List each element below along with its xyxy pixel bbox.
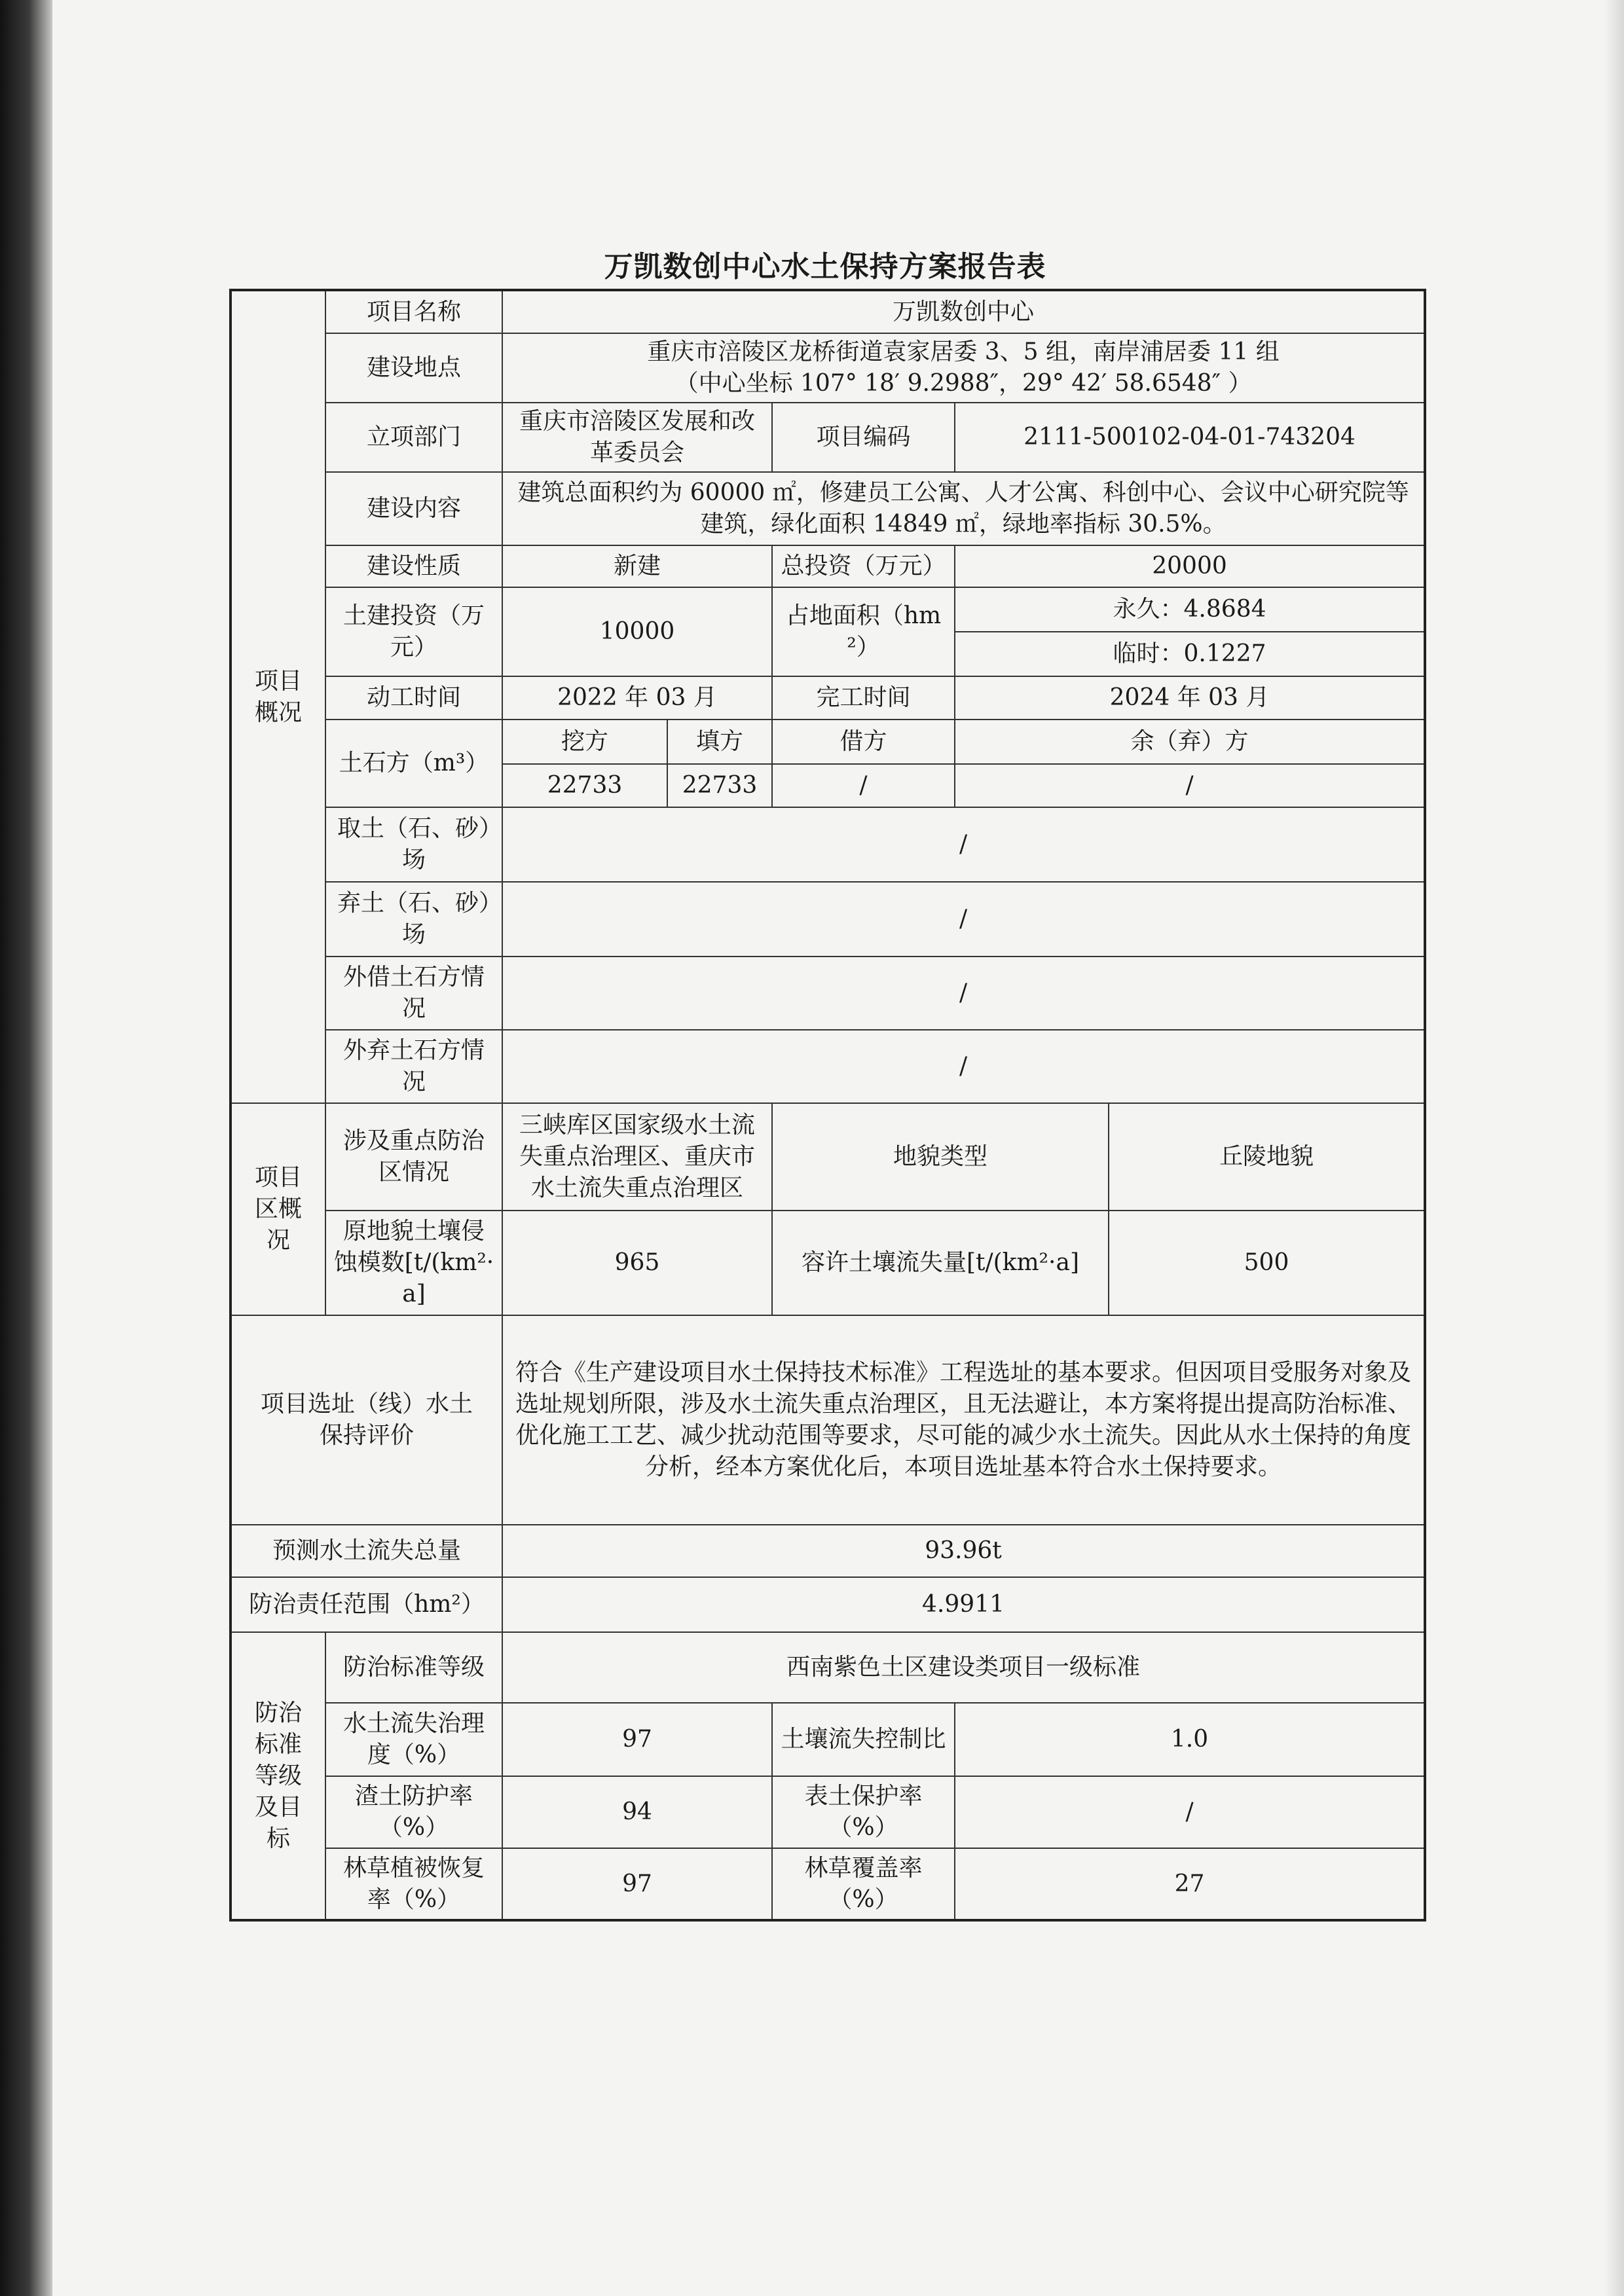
- key-zone-value: 三峡库区国家级水土流失重点治理区、重庆市水土流失重点治理区: [502, 1103, 772, 1211]
- landform-value: 丘陵地貌: [1109, 1103, 1425, 1211]
- row-location: [231, 333, 1425, 403]
- civil-investment-label: 土建投资（万元）: [325, 587, 502, 676]
- document-title: 万凯数创中心水土保持方案报告表: [604, 250, 1046, 283]
- borrow-site-value: /: [502, 807, 1425, 882]
- row-earthwork-header: [231, 720, 1425, 764]
- section-project-overview: 项目概况: [231, 290, 325, 1103]
- content-label: 建设内容: [325, 472, 502, 545]
- borrow-label: 借方: [772, 720, 955, 764]
- report-table: [229, 289, 1426, 1922]
- location-value: [502, 333, 1425, 403]
- erosion-label: 原地貌土壤侵蚀模数[t/(km²·a]: [325, 1211, 502, 1315]
- site-evaluation-text: 符合《生产建设项目水土保持技术标准》工程选址的基本要求。但因项目受服务对象及选址规划所限，涉及水土流失重点治理区，且无法避让，本方案将提出提高防治标准、优化施工工艺、减少扰动范围等要求，尽可能的减少水土流失。因此从水土保持的角度分析，经本方案优化后，本项目选址基本符合水土保持要求。: [502, 1315, 1425, 1525]
- predicted-loss-label: 预测水土流失总量: [231, 1525, 502, 1577]
- allowable-loss-value: 500: [1109, 1211, 1425, 1315]
- spoil-site-value: /: [502, 882, 1425, 957]
- slag-protection-label: 渣土防护率（%）: [325, 1776, 502, 1848]
- row-schedule: [231, 676, 1425, 720]
- external-spoil-label: 外弃土石方情况: [325, 1030, 502, 1103]
- loss-ratio-value: 1.0: [955, 1703, 1425, 1776]
- spoil-value: /: [955, 764, 1425, 807]
- row-key-zone: [231, 1103, 1425, 1211]
- responsibility-value: 4.9911: [502, 1577, 1425, 1632]
- vegetation-cover-value: 27: [955, 1848, 1425, 1920]
- row-civil-investment: [231, 587, 1425, 632]
- land-area-label: 占地面积（hm²）: [772, 587, 955, 676]
- external-spoil-value: /: [502, 1030, 1425, 1103]
- project-code-label: 项目编码: [772, 403, 955, 472]
- vegetation-restore-value: 97: [502, 1848, 772, 1920]
- location-label: 建设地点: [325, 333, 502, 403]
- row-external-borrow: [231, 957, 1425, 1030]
- total-investment-value: 20000: [955, 545, 1425, 587]
- external-borrow-label: 外借土石方情况: [325, 957, 502, 1030]
- spoil-label: 余（弃）方: [955, 720, 1425, 764]
- project-code-value: 2111-500102-04-01-743204: [955, 403, 1425, 472]
- loss-ratio-label: 土壤流失控制比: [772, 1703, 955, 1776]
- topsoil-protection-value: /: [955, 1776, 1425, 1848]
- control-degree-value: 97: [502, 1703, 772, 1776]
- scan-right-edge: [1604, 0, 1624, 2296]
- predicted-loss-value: 93.96t: [502, 1525, 1425, 1577]
- row-nature: [231, 545, 1425, 587]
- project-name-value: 万凯数创中心: [502, 290, 1425, 333]
- row-control-degree: [231, 1703, 1425, 1776]
- spoil-site-label: 弃土（石、砂）场: [325, 882, 502, 957]
- standard-level-label: 防治标准等级: [325, 1632, 502, 1703]
- location-line-2: （中心坐标 107° 18′ 9.2988″，29° 42′ 58.6548″ ）: [674, 370, 1252, 397]
- key-zone-label: 涉及重点防治区情况: [325, 1103, 502, 1211]
- earthwork-label: 土石方（m³）: [325, 720, 502, 807]
- topsoil-protection-label: 表土保护率（%）: [772, 1776, 955, 1848]
- vegetation-restore-label: 林草植被恢复率（%）: [325, 1848, 502, 1920]
- control-degree-label: 水土流失治理度（%）: [325, 1703, 502, 1776]
- land-temporary-value: 临时：0.1227: [955, 632, 1425, 676]
- row-vegetation: [231, 1848, 1425, 1920]
- project-name-label: 项目名称: [325, 290, 502, 333]
- standard-level-value: 西南紫色土区建设类项目一级标准: [502, 1632, 1425, 1703]
- location-line-1: 重庆市涪陵区龙桥街道袁家居委 3、5 组，南岸浦居委 11 组: [647, 338, 1280, 365]
- total-investment-label: 总投资（万元）: [772, 545, 955, 587]
- scan-binding-shadow: [0, 0, 52, 2296]
- start-time-label: 动工时间: [325, 676, 502, 720]
- borrow-value: /: [772, 764, 955, 807]
- content-value: 建筑总面积约为 60000 ㎡，修建员工公寓、人才公寓、科创中心、会议中心研究院等建筑，绿化面积 14849 ㎡，绿地率指标 30.5%。: [502, 472, 1425, 545]
- allowable-loss-label: 容许土壤流失量[t/(km²·a]: [772, 1211, 1109, 1315]
- department-label: 立项部门: [325, 403, 502, 472]
- fill-label: 填方: [667, 720, 772, 764]
- row-content: [231, 472, 1425, 545]
- row-spoil-site: [231, 882, 1425, 957]
- row-erosion: [231, 1211, 1425, 1315]
- end-time-label: 完工时间: [772, 676, 955, 720]
- vegetation-cover-label: 林草覆盖率（%）: [772, 1848, 955, 1920]
- slag-protection-value: 94: [502, 1776, 772, 1848]
- row-predicted-loss: [231, 1525, 1425, 1577]
- landform-label: 地貌类型: [772, 1103, 1109, 1211]
- borrow-site-label: 取土（石、砂）场: [325, 807, 502, 882]
- row-slag-protection: [231, 1776, 1425, 1848]
- external-borrow-value: /: [502, 957, 1425, 1030]
- end-time-value: 2024 年 03 月: [955, 676, 1425, 720]
- row-external-spoil: [231, 1030, 1425, 1103]
- row-department: [231, 403, 1425, 472]
- nature-label: 建设性质: [325, 545, 502, 587]
- cut-label: 挖方: [502, 720, 667, 764]
- civil-investment-value: 10000: [502, 587, 772, 676]
- fill-value: 22733: [667, 764, 772, 807]
- erosion-value: 965: [502, 1211, 772, 1315]
- section-standards: 防治标准等级及目标: [231, 1632, 325, 1920]
- cut-value: 22733: [502, 764, 667, 807]
- row-site-evaluation: [231, 1315, 1425, 1525]
- department-value: 重庆市涪陵区发展和改革委员会: [502, 403, 772, 472]
- nature-value: 新建: [502, 545, 772, 587]
- row-standard-level: [231, 1632, 1425, 1703]
- row-project-name: [231, 290, 1425, 333]
- row-responsibility: [231, 1577, 1425, 1632]
- start-time-value: 2022 年 03 月: [502, 676, 772, 720]
- site-evaluation-label: 项目选址（线）水土保持评价: [231, 1315, 502, 1525]
- land-permanent-value: 永久：4.8684: [955, 587, 1425, 632]
- section-project-area: 项目区概况: [231, 1103, 325, 1315]
- responsibility-label: 防治责任范围（hm²）: [231, 1577, 502, 1632]
- row-borrow-site: [231, 807, 1425, 882]
